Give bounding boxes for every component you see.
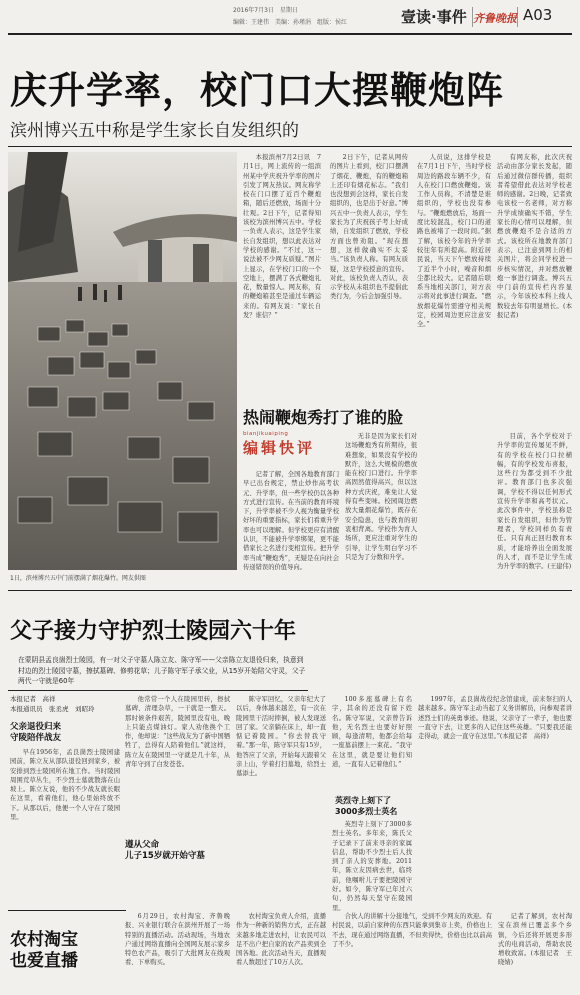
issue-date: 2016年7月3日 星期日 <box>233 7 298 14</box>
feature-column-3 <box>236 695 326 895</box>
commentary-tag <box>243 431 339 465</box>
bottom-text-4: 记者了解到，农村淘宝在滨州已覆盖多个乡镇，今后还将开展更多形式的电商活动，帮助农民增收致富。(本报记者 王晓婧) <box>498 913 572 967</box>
commentary-text-2: 记者了解，全国各地教育部门早已出台规定，禁止炒作高考状元、升学率，但一些学校仍以各种方式进行宣传。在当前的教育环境下，升学率被不少人视为衡量学校好坏的重要指标，家长们看重升学率也可以理解。但学校更应有清醒认识，不能被升学率绑架，更不能借家长之名进行变相宣传。把升学率当成“鞭炮秀”，无疑是在向社会传递错误的价值导向。 <box>243 471 339 571</box>
bottom-headline: 农村淘宝 也爱直播 <box>10 930 78 971</box>
tag-label: 编辑快评 <box>243 439 316 457</box>
commentary-column-2 <box>243 470 339 582</box>
lead-column-3 <box>417 153 491 388</box>
feature-text-1: 早在1956年，孟良崮烈士陵园建园前，陈立友从部队退役回到家乡，被安排到烈士陵园所在地工作。当时陵园周围荒草丛生，不少烈士墓就散落在山坡上。陈立友说，他的不少战友就长眠在这里，看着他们，他心里始终放不下。从那以后，他便一个人守在了陵园里。 <box>10 749 120 822</box>
photo-caption: 1日，滨州博兴五中门前摆满了烟花爆竹。网友供图 <box>10 575 146 582</box>
feature-text-4: 100多座墓碑上有名字，其余的还没有留下姓名。陈守军说，父亲曾告诉他，无名烈士也要好好照顾，每逢清明，他都会给每一座墓前摆上一束花。“我守在这里，就是要让他们知道，一直有人记着他们。” <box>332 696 412 769</box>
subhead-3: 英烈寺上刻下了 3000多烈士英名 <box>335 796 398 816</box>
bottom-column-2 <box>236 912 326 992</box>
feature-text-2: 他常常一个人在陵园里转，擦拭墓碑、清理杂草，一干就是一整天。那时候条件艰苦，陵园里没有电，晚上只能点煤油灯。家人劝他换个工作，他却说：“这些战友为了新中国牺牲了，总得有人陪着他们。”就这样，陈立友在陵园里一守就是几十年，从青年守到了白发苍苍。 <box>125 696 230 769</box>
bottom-column-3 <box>332 912 492 992</box>
lead-column-1 <box>243 153 321 388</box>
feature-text-6: 1997年，孟良崮战役纪念馆建成，前来祭扫的人越来越多。陈守军主动当起了义务讲解员，向参观者讲述烈士们的英勇事迹。他说，父亲守了一辈子，他也要一直守下去，让更多的人记住这些英雄。“只要我还能走得动，就会一直守在这里。”(本报记者 高祥) <box>418 696 572 741</box>
bottom-rule <box>8 910 126 911</box>
lead-headline: 庆升学率，校门口大摆鞭炮阵 <box>10 69 504 112</box>
lead-text-1: 本报滨州7月2日讯 7月1日，网上流传的一组滨州某中学庆祝升学率的图片引发了网友热议。网友称学校在门口摆了近百个鞭炮箱，随后还燃放，场面十分壮观。2日下午，记者得知该校为滨州博兴五中。学校一负责人表示，这是学生家长自发组织，想以此表达对学校的感谢。“不过，这一说法被不少网友质疑。”图片上显示，在学校门口的一个空地上，摆满了各式鞭炮礼花，数量惊人。网友称，有的鞭炮箱甚至是通过车辆运来的。有网友说：“家长自发？谁信？” <box>243 154 321 320</box>
section-rule <box>8 590 572 591</box>
lead-subheadline: 滨州博兴五中称是学生家长自发组织的 <box>10 121 299 141</box>
feature-rule <box>8 690 308 691</box>
feature-text-3: 陈守军回忆，父亲年纪大了以后，身体越来越差，有一次在陵园里干活时摔倒，被人发现送回了家。父亲躺在床上，却一直惦记着陵园。“你去替我守着。”那一年，陈守军只有15岁，他答应了父亲，开始每天跟着父亲上山，学着打扫墓地，给烈士墓添土。 <box>236 696 326 778</box>
editor-credits: 编辑：王建伟 美编：孙瑾涓 组版：侯红 <box>233 19 348 26</box>
tag-pinyin: bianjikuaiping <box>243 431 289 437</box>
lead-column-4 <box>497 153 572 403</box>
bottom-text-3: 合伙人的讲解十分接地气，受到不少网友的欢迎。有村民说，以前自家种的东西只能拿到集市上卖，价格也上不去，现在通过网络直播，不但卖得快，价格也比以前高了不少。 <box>332 913 492 948</box>
feature-summary: 在蒙阴县孟良崮烈士陵园，有一对父子守墓人陈立友、陈守军——父亲陈立友退役归来，执意到村边的烈士陵园守墓，擦拭墓碑、修剪花草；儿子陈守军子承父业，从15岁开始陪父守灵，父子两代一守就是60年 <box>18 656 306 685</box>
header-rule <box>8 33 572 35</box>
feature-byline: 本报记者 高祥 本报通讯员 张丞虎 刘昭玲 <box>10 695 95 713</box>
feature-text-5: 英烈寺上刻下了3000多烈士英名。多年来，陈氏父子记录下了前来寻亲的家属信息，帮助不少烈士后人找到了亲人的安葬地。2011年，陈立友因病去世，临终前，他嘱咐儿子要把陵园守好。如今，陈守军已年过六旬，仍然每天坚守在陵园里。 <box>332 821 412 912</box>
commentary-text-1: 无非是因为家长们对这场鞭炮秀有所期待，很难想象，如果没有学校的默许，这么大规模的燃放能在校门口进行。升学率高固然值得高兴，但以这种方式庆祝，难免让人觉得有些变味。校园周边燃放大量烟花爆竹，既存在安全隐患，也与教育的初衷相背离。学校作为育人场所，更应注重对学生的引导，让学生明白学习不只是为了分数和升学。 <box>345 433 417 561</box>
masthead-text: 齐鲁晚报 <box>473 12 517 25</box>
masthead-logo <box>472 7 518 27</box>
bottom-text-2: 农村淘宝负责人介绍，直播作为一种新的销售方式，正在越来越多地走进农村，让农民可以足不出户把自家的农产品卖到全国各地。此次活动当天，直播观看人数超过了10万人次。 <box>236 913 326 967</box>
lead-column-2b <box>330 153 408 388</box>
feature-column-2 <box>125 695 230 835</box>
commentary-column-3 <box>497 432 572 582</box>
lead-text-2: 2日下午，记者从网传的图片上看到，校门口摆满了烟花、鞭炮，有的鞭炮箱上还印有烟花标志。“我们也没想到会这样，家长自发组织的，也是出于好意。”博兴五中一负责人表示，学生家长为了庆祝孩子考上好成绩，自发组织了燃放，学校方面也曾劝阻。“现在想想，这样做确实不太妥当。”该负责人称。有网友质疑，这是学校授意的宣传。对此，该校负责人否认，表示学校从未组织也不提倡此类行为，今后会加强引导。 <box>330 154 408 301</box>
feature-column-1 <box>10 748 120 830</box>
lead-text-4: 有网友称，此次庆祝活动由部分家长发起，随后通过微信群传播，组织者希望借此表达对学校老师的感谢。2日晚，记者致电该校一名老师，对方称升学成绩确实不错，学生家长的心情可以理解，但燃放鞭炮不是合适的方式。该校所在地教育部门表示，已注意到网上的相关图片，将会同学校进一步核实情况，并对燃放鞭炮一事进行调查。博兴五中门前的宣传栏内容显示，今年该校本科上线人数较去年有明显增长。(本报记者) <box>497 154 572 320</box>
firecracker-photo <box>8 152 237 570</box>
page-number: A03 <box>523 6 553 24</box>
feature-column-5 <box>332 820 412 912</box>
bottom-column-4 <box>498 912 572 992</box>
feature-headline: 父子接力守护烈士陵园六十年 <box>10 619 297 644</box>
commentary-column-1 <box>345 432 417 582</box>
commentary-title: 热闹鞭炮秀打了谁的脸 <box>243 408 404 427</box>
feature-column-4 <box>332 695 412 787</box>
bottom-column-1 <box>125 912 230 992</box>
feature-column-6 <box>418 695 572 905</box>
subhead-2: 遵从父命 儿子15岁就开始守墓 <box>125 840 205 861</box>
lead-text-3: 人员说，这排学校是在7月1日下午，当时学校周边的路段车辆不少，有人在校门口燃放鞭炮。该工作人员称，不清楚是谁组织的，学校也没有参与。“鞭炮燃放后，场面一度比较混乱，校门口的道路也被堵了一段时间。”据了解，该校今年的升学率较往年有所提高。附近居民说，当天下午燃放持续了近半个小时，噪音和烟尘都比较大。记者随后联系当地相关部门，对方表示将对此事进行调查。“燃放烟花爆竹需遵守相关规定，校园周边更应注意安全。” <box>417 154 491 329</box>
commentary-text-3: 目前，各个学校对于升学率的宣传屡见不鲜，有的学校在校门口拉横幅，有的学校发布喜报，这些行为都受到不少批评。教育部门也多次强调，学校不得以任何形式宣传升学率和高考状元。此次事件中，学校虽称是家长自发组织，但作为管理者，学校同样负有责任。只有真正回归教育本质，才能培养出全面发展的人才，而不是让学生成为升学率的数字。(王建伟) <box>497 433 572 571</box>
section-title: 壹读·事件 <box>401 8 467 26</box>
bottom-text-1: 6月29日，农村淘宝、齐鲁晚报、兴业银行联合在滨州开展了一场特别的直播活动。活动现场，当地农户通过网络直播向全国网友展示家乡特色农产品，吸引了大批网友在线观看、下单购买。 <box>125 913 230 967</box>
lead-rule <box>8 146 572 147</box>
subhead-1: 父亲退役归来 守陵陪伴战友 <box>10 722 62 743</box>
